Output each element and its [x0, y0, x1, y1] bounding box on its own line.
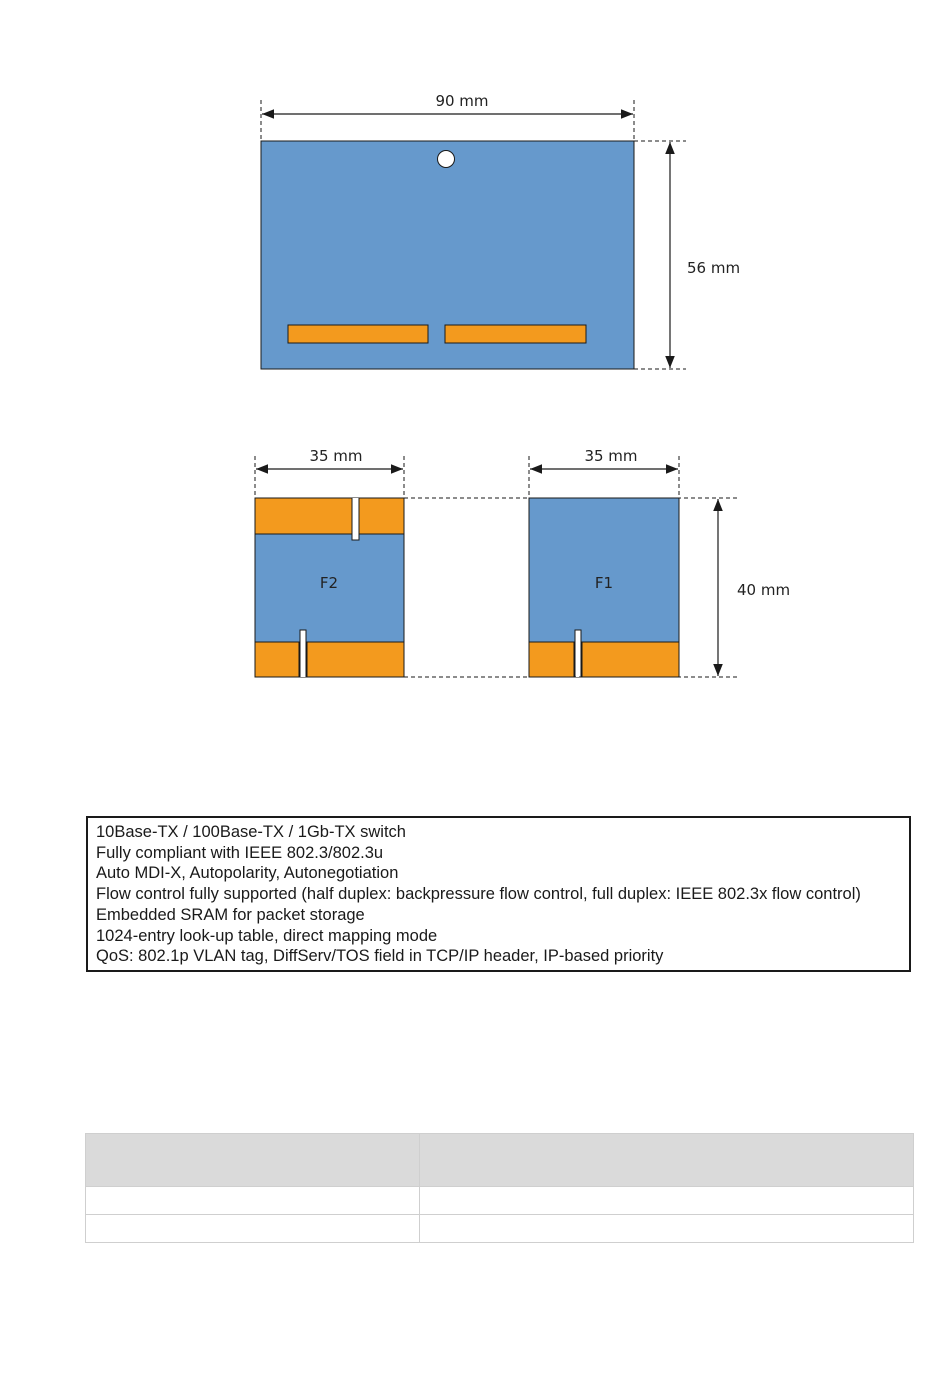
table-cell	[420, 1215, 914, 1243]
f1-bottom-connector-right	[582, 642, 679, 677]
feature-item: Auto MDI-X, Autopolarity, Autonegotiation	[96, 864, 399, 883]
f2-top-connector-left	[255, 498, 352, 534]
table-row	[86, 1215, 914, 1243]
feature-item: Fully compliant with IEEE 802.3/802.3u	[96, 843, 384, 862]
table-header-row	[86, 1134, 914, 1187]
table-row	[86, 1187, 914, 1215]
feature-item: 10Base-TX / 100Base-TX / 1Gb-TX switch	[96, 823, 406, 841]
feature-item: Embedded SRAM for packet storage	[96, 905, 365, 924]
f2-bottom-connector-left	[255, 642, 299, 677]
board-height-label: 56 mm	[687, 259, 741, 277]
board-connector-right	[445, 325, 586, 343]
mounting-hole	[438, 151, 455, 168]
f1-bottom-slot	[575, 630, 581, 677]
f1-width-label: 35 mm	[584, 447, 638, 465]
table-cell	[86, 1187, 420, 1215]
table-header-cell	[420, 1134, 914, 1187]
board-connector-left	[288, 325, 428, 343]
modules-height-label: 40 mm	[737, 581, 791, 599]
table-cell	[86, 1215, 420, 1243]
spec-table	[85, 1133, 914, 1243]
feature-list	[86, 816, 911, 972]
top-board-view	[261, 92, 740, 369]
table-cell	[420, 1187, 914, 1215]
module-f1-label: F1	[594, 574, 614, 592]
table-header-cell	[86, 1134, 420, 1187]
f1-bottom-connector-left	[529, 642, 574, 677]
f2-top-connector-right	[359, 498, 404, 534]
module-f2	[255, 447, 404, 677]
feature-item: Flow control fully supported (half duplex: backpressure flow control, full duplex: IEEE 802.3x flow control)	[96, 885, 861, 904]
f2-bottom-connector-right	[307, 642, 404, 677]
module-f1	[529, 447, 679, 677]
f2-width-label: 35 mm	[309, 447, 363, 465]
feature-item: QoS: 802.1p VLAN tag, DiffServ/TOS field in TCP/IP header, IP-based priority	[96, 947, 664, 966]
board-width-label: 90 mm	[435, 92, 489, 110]
feature-item: 1024-entry look-up table, direct mapping mode	[96, 926, 438, 945]
f2-top-slot	[352, 498, 359, 540]
f2-bottom-slot	[300, 630, 306, 677]
module-f2-label: F2	[319, 574, 339, 592]
